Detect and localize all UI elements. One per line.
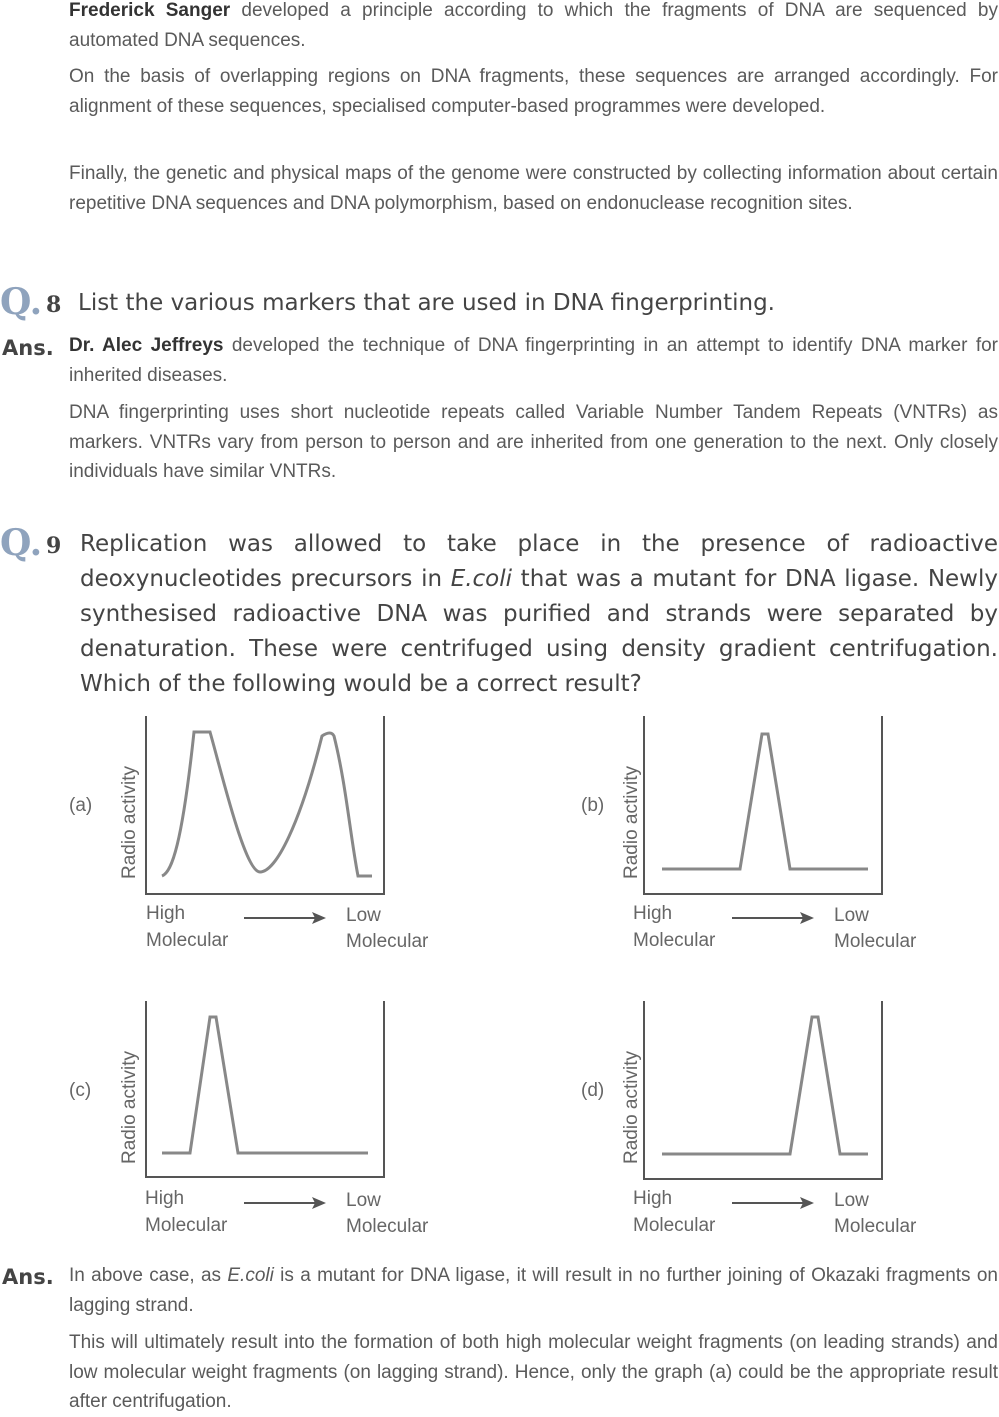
graph-c-y-label: Radio activity bbox=[119, 1051, 140, 1164]
graph-c-x-left-1: High bbox=[145, 1188, 185, 1209]
q9-a1-ecoli: E.coli bbox=[227, 1265, 274, 1286]
graph-b-axes bbox=[644, 716, 882, 894]
q8-a1-text: developed the technique of DNA fingerprinting in an attempt to identify DNA marker for inherited diseases. bbox=[69, 335, 999, 386]
graph-c-x-left-2: Molecular bbox=[145, 1215, 228, 1236]
graph-b bbox=[608, 714, 948, 959]
name-alec-jeffreys: Dr. Alec Jeffreys bbox=[69, 335, 224, 356]
graph-c bbox=[110, 999, 450, 1244]
graph-c-x-right-2: Molecular bbox=[346, 1216, 429, 1237]
intro-paragraph-2: On the basis of overlapping regions on DNA fragments, these sequences are arranged accordingly. For alignment of these sequences, specialised computer-based programmes were developed. bbox=[69, 66, 998, 117]
graph-d-x-right-2: Molecular bbox=[834, 1216, 917, 1237]
option-a-label: (a) bbox=[69, 795, 93, 816]
graph-c-x-right-1: Low bbox=[346, 1190, 381, 1211]
q9-answer-label: Ans. bbox=[2, 1265, 54, 1289]
graph-b-x-right-1: Low bbox=[834, 905, 869, 926]
question-9-heading bbox=[0, 522, 78, 564]
graph-c-arrow bbox=[244, 1197, 326, 1209]
intro-p1-text: developed a principle according to which the fragments of DNA are sequenced by automated DNA sequences. bbox=[69, 0, 998, 51]
graph-c-axes bbox=[146, 1001, 384, 1177]
question-9-text bbox=[80, 527, 998, 702]
name-frederick-sanger: Frederick Sanger bbox=[69, 0, 231, 21]
graph-a-arrow bbox=[244, 912, 326, 924]
q-mark-8: Q. bbox=[0, 281, 43, 323]
q8-answer-paragraph-1 bbox=[69, 331, 998, 390]
question-8-heading bbox=[0, 281, 775, 323]
q-number-9: 9 bbox=[46, 533, 62, 559]
option-b-label: (b) bbox=[581, 795, 605, 816]
graph-a-x-right-2: Molecular bbox=[346, 931, 429, 952]
intro-paragraph-1 bbox=[69, 0, 998, 55]
q9-text-part-2: that was a mutant for DNA ligase. Newly synthesised radioactive DNA was purified and strands were separated by denaturation. These were centrifuged using density gradient centrifugation. Which of the following would be a correct result? bbox=[80, 566, 998, 697]
intro-paragraph-3: Finally, the genetic and physical maps of the genome were constructed by collecting information about certain repetitive DNA sequences and DNA polymorphism, based on endonuclease recognition sites. bbox=[69, 163, 998, 214]
graph-b-arrow bbox=[732, 912, 814, 924]
graph-d-arrow bbox=[732, 1197, 814, 1209]
graph-b-x-left-2: Molecular bbox=[633, 930, 716, 951]
graph-a-x-left-2: Molecular bbox=[146, 930, 229, 951]
graph-c-curve bbox=[162, 1017, 368, 1153]
q9-a1-post: is a mutant for DNA ligase, it will result in no further joining of Okazaki fragments on lagging strand. bbox=[69, 1265, 998, 1316]
graph-d-axes bbox=[644, 1001, 882, 1179]
graph-b-y-label: Radio activity bbox=[621, 766, 642, 879]
q9-text-part-1: Replication was allowed to take place in the presence of radioactive deoxynucleotides precursors in bbox=[80, 531, 998, 592]
q9-a1-pre: In above case, as bbox=[69, 1265, 228, 1286]
question-8-text: List the various markers that are used in DNA fingerprinting. bbox=[78, 290, 775, 316]
graph-d-x-left-1: High bbox=[633, 1188, 673, 1209]
q9-answer-paragraph-2: This will ultimately result into the formation of both high molecular weight fragments (on leading strands) and low molecular weight fragments (on lagging strand). Hence, only the graph (a) could be the appropriate result after centrifugation. bbox=[69, 1332, 998, 1412]
graph-d-x-right-1: Low bbox=[834, 1190, 869, 1211]
graph-a-y-label: Radio activity bbox=[119, 766, 140, 879]
graph-a-curve bbox=[162, 732, 372, 876]
q-mark-9: Q. bbox=[0, 522, 43, 564]
q-number-8: 8 bbox=[46, 292, 62, 318]
graph-a bbox=[110, 714, 450, 959]
q9-answer-paragraph-1 bbox=[69, 1261, 998, 1320]
graph-a-x-right-1: Low bbox=[346, 905, 381, 926]
option-d-label: (d) bbox=[581, 1080, 605, 1101]
option-c-label: (c) bbox=[69, 1080, 92, 1101]
graph-d bbox=[608, 999, 948, 1244]
q8-answer-paragraph-2: DNA fingerprinting uses short nucleotide repeats called Variable Number Tandem Repeats (VNTRs) as markers. VNTRs vary from person to person and are inherited from one generation to the next. Only closely individuals have similar VNTRs. bbox=[69, 402, 998, 482]
graph-d-curve bbox=[662, 1017, 868, 1154]
graph-d-y-label: Radio activity bbox=[621, 1051, 642, 1164]
q8-answer-label: Ans. bbox=[2, 336, 54, 360]
graph-a-x-left-1: High bbox=[146, 903, 186, 924]
graph-d-x-left-2: Molecular bbox=[633, 1215, 716, 1236]
q9-ecoli: E.coli bbox=[450, 566, 513, 592]
graph-b-curve bbox=[662, 734, 868, 869]
graph-b-x-left-1: High bbox=[633, 903, 673, 924]
graph-b-x-right-2: Molecular bbox=[834, 931, 917, 952]
